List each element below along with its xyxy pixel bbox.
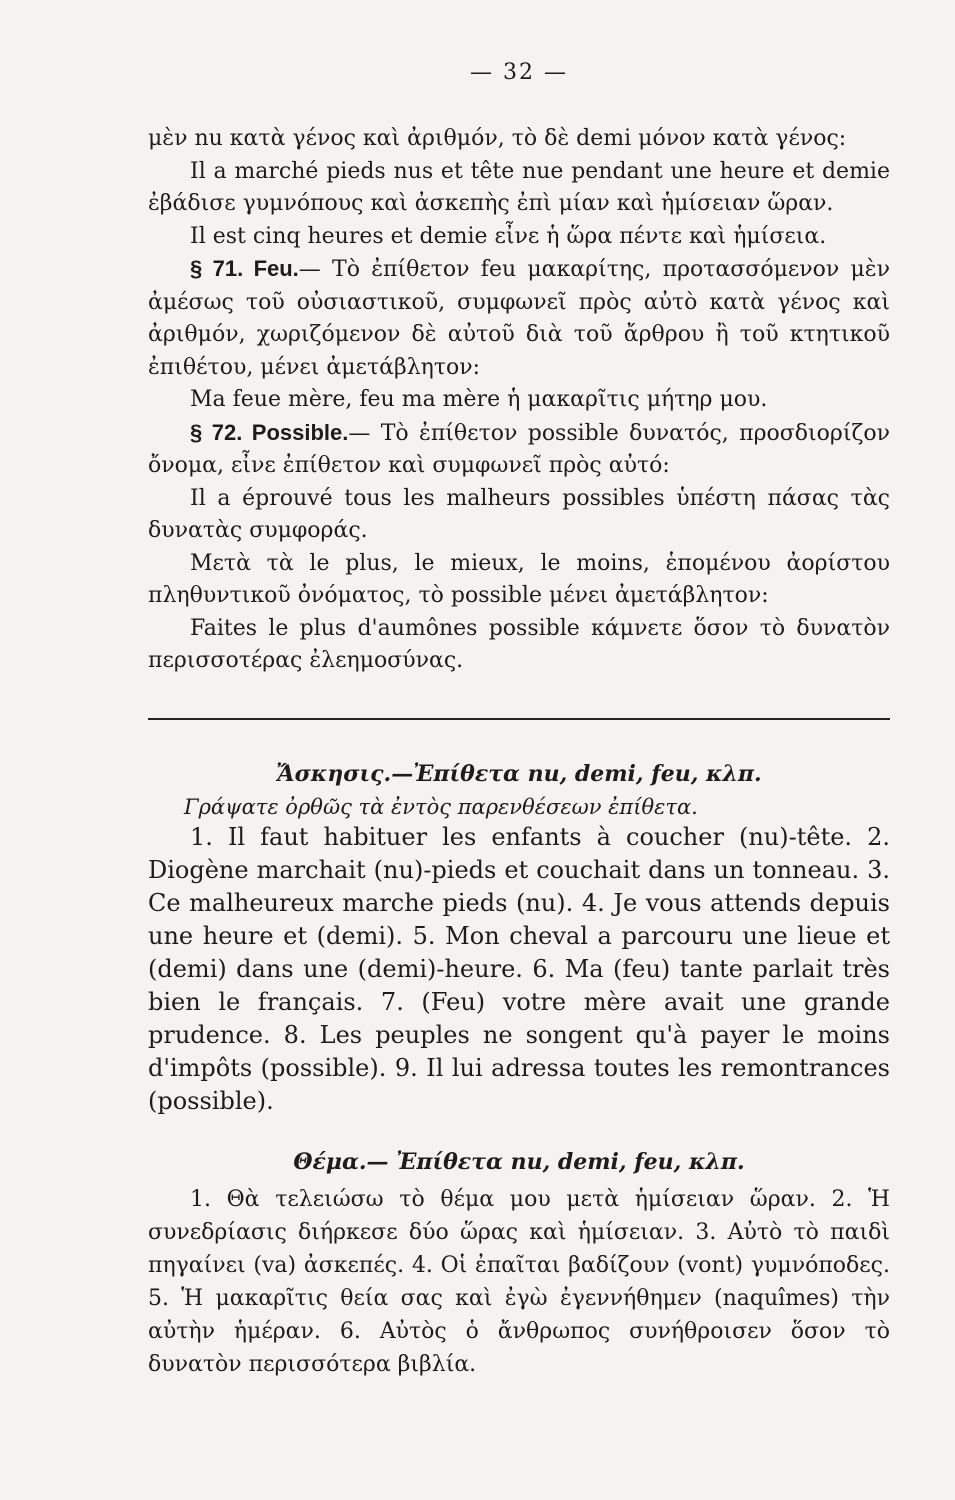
book-page [148, 60, 890, 1381]
paragraph-5: Ma feue mère, feu ma mère ἡ μακαρῖτις μήτηρ μου. [190, 387, 768, 412]
paragraph-3: Il est cinq heures et demie εἶνε ἡ ὥρα πέντε καὶ ἡμίσεια. [190, 223, 827, 249]
theme-heading: Θέμα.— Ἐπίθετα nu, demi, feu, κλπ. [293, 1148, 745, 1175]
section-71 [148, 253, 890, 384]
page-number: — 32 — [470, 60, 568, 85]
exercise-heading: Ἄσκησις.—Ἐπίθετα nu, demi, feu, κλπ. [276, 760, 762, 787]
section-71-text: — Τὸ ἐπίθετον feu μακαρίτης, προτασσόμενον μὲν ἀμέσως τοῦ οὐσιαστικοῦ, συμφωνεῖ πρὸς αὐτὸ κατὰ γένος καὶ ἀριθμόν, χωριζόμενον δὲ αὐτοῦ διὰ τοῦ ἄρθρου ἢ τοῦ κτητικοῦ ἐπιθέτου, μένει ἀμετάβλητον: [148, 257, 890, 380]
paragraph-9: Faites le plus d'aumônes possible κάμνετε ὅσον τὸ δυνατὸν περισσοτέρας ἐλεημοσύνας. [148, 615, 890, 673]
section-71-heading: § 71. Feu. [190, 256, 299, 281]
paragraph-7: Il a éprouvé tous les malheurs possibles ὑπέστη πάσας τὰς δυνατὰς συμφοράς. [148, 485, 890, 543]
exercise-text: 1. Il faut habituer les enfants à coucher (nu)-tête. 2. Diogène marchait (nu)-pieds et couchait dans un tonneau. 3. Ce malheureux marche pieds (nu). 4. Je vous attends depuis une heure et (demi). 5. Mon cheval a parcouru une lieue et (demi) dans une (demi)-heure. 6. Ma (feu) tante parlait très bien le français. 7. (Feu) votre mère avait une grande prudence. 8. Les peuples ne songent qu'à payer le moins d'impôts (possible). 9. Il lui adressa toutes les remontrances (possible). [148, 822, 890, 1115]
paragraph-8: Μετὰ τὰ le plus, le mieux, le moins, ἑπομένου ἀορίστου πληθυντικοῦ ὀνόματος, τὸ possible μένει ἀμετάβλητον: [148, 550, 890, 608]
section-72-heading: § 72. Possible. [190, 419, 349, 445]
exercise-instruction: Γράψατε ὀρθῶς τὰ ἐντὸς παρενθέσεων ἐπίθετα. [184, 794, 698, 819]
section-72 [148, 417, 890, 483]
paragraph-1: μὲν nu κατὰ γένος καὶ ἀριθμόν, τὸ δὲ demi μόνον κατὰ γένος: [148, 126, 847, 151]
theme-section [148, 1146, 890, 1381]
paragraph-2: Il a marché pieds nus et tête nue pendant une heure et demie ἐβάδισε γυμνόπους καὶ ἀσκεπὴς ἐπὶ μίαν καὶ ἡμίσειαν ὥραν. [148, 158, 890, 216]
theme-text: 1. Θὰ τελειώσω τὸ θέμα μου μετὰ ἡμίσειαν ὥραν. 2. Ἡ συνεδρίασις διήρκεσε δύο ὥρας καὶ ἡμίσειαν. 3. Αὐτὸ τὸ παιδὶ πηγαίνει (va) ἀσκεπές. 4. Οἱ ἐπαῖται βαδίζουν (vont) γυμνόποδες. 5. Ἡ μακαρῖτις θεία σας καὶ ἐγὼ ἐγεννήθημεν (naquîmes) τὴν αὐτὴν ἡμέραν. 6. Αὐτὸς ὁ ἄνθρωπος συνήθροισεν ὅσον τὸ δυνατὸν περισσότερα βιβλία. [148, 1186, 890, 1377]
section-72-text: — Τὸ ἐπίθετον possible δυνατός, προσδιορίζον ὄνομα, εἶνε ἐπίθετον καὶ συμφωνεῖ πρὸς αὐτό: [148, 420, 890, 478]
section-divider [148, 718, 890, 720]
exercise-section [148, 758, 890, 1118]
